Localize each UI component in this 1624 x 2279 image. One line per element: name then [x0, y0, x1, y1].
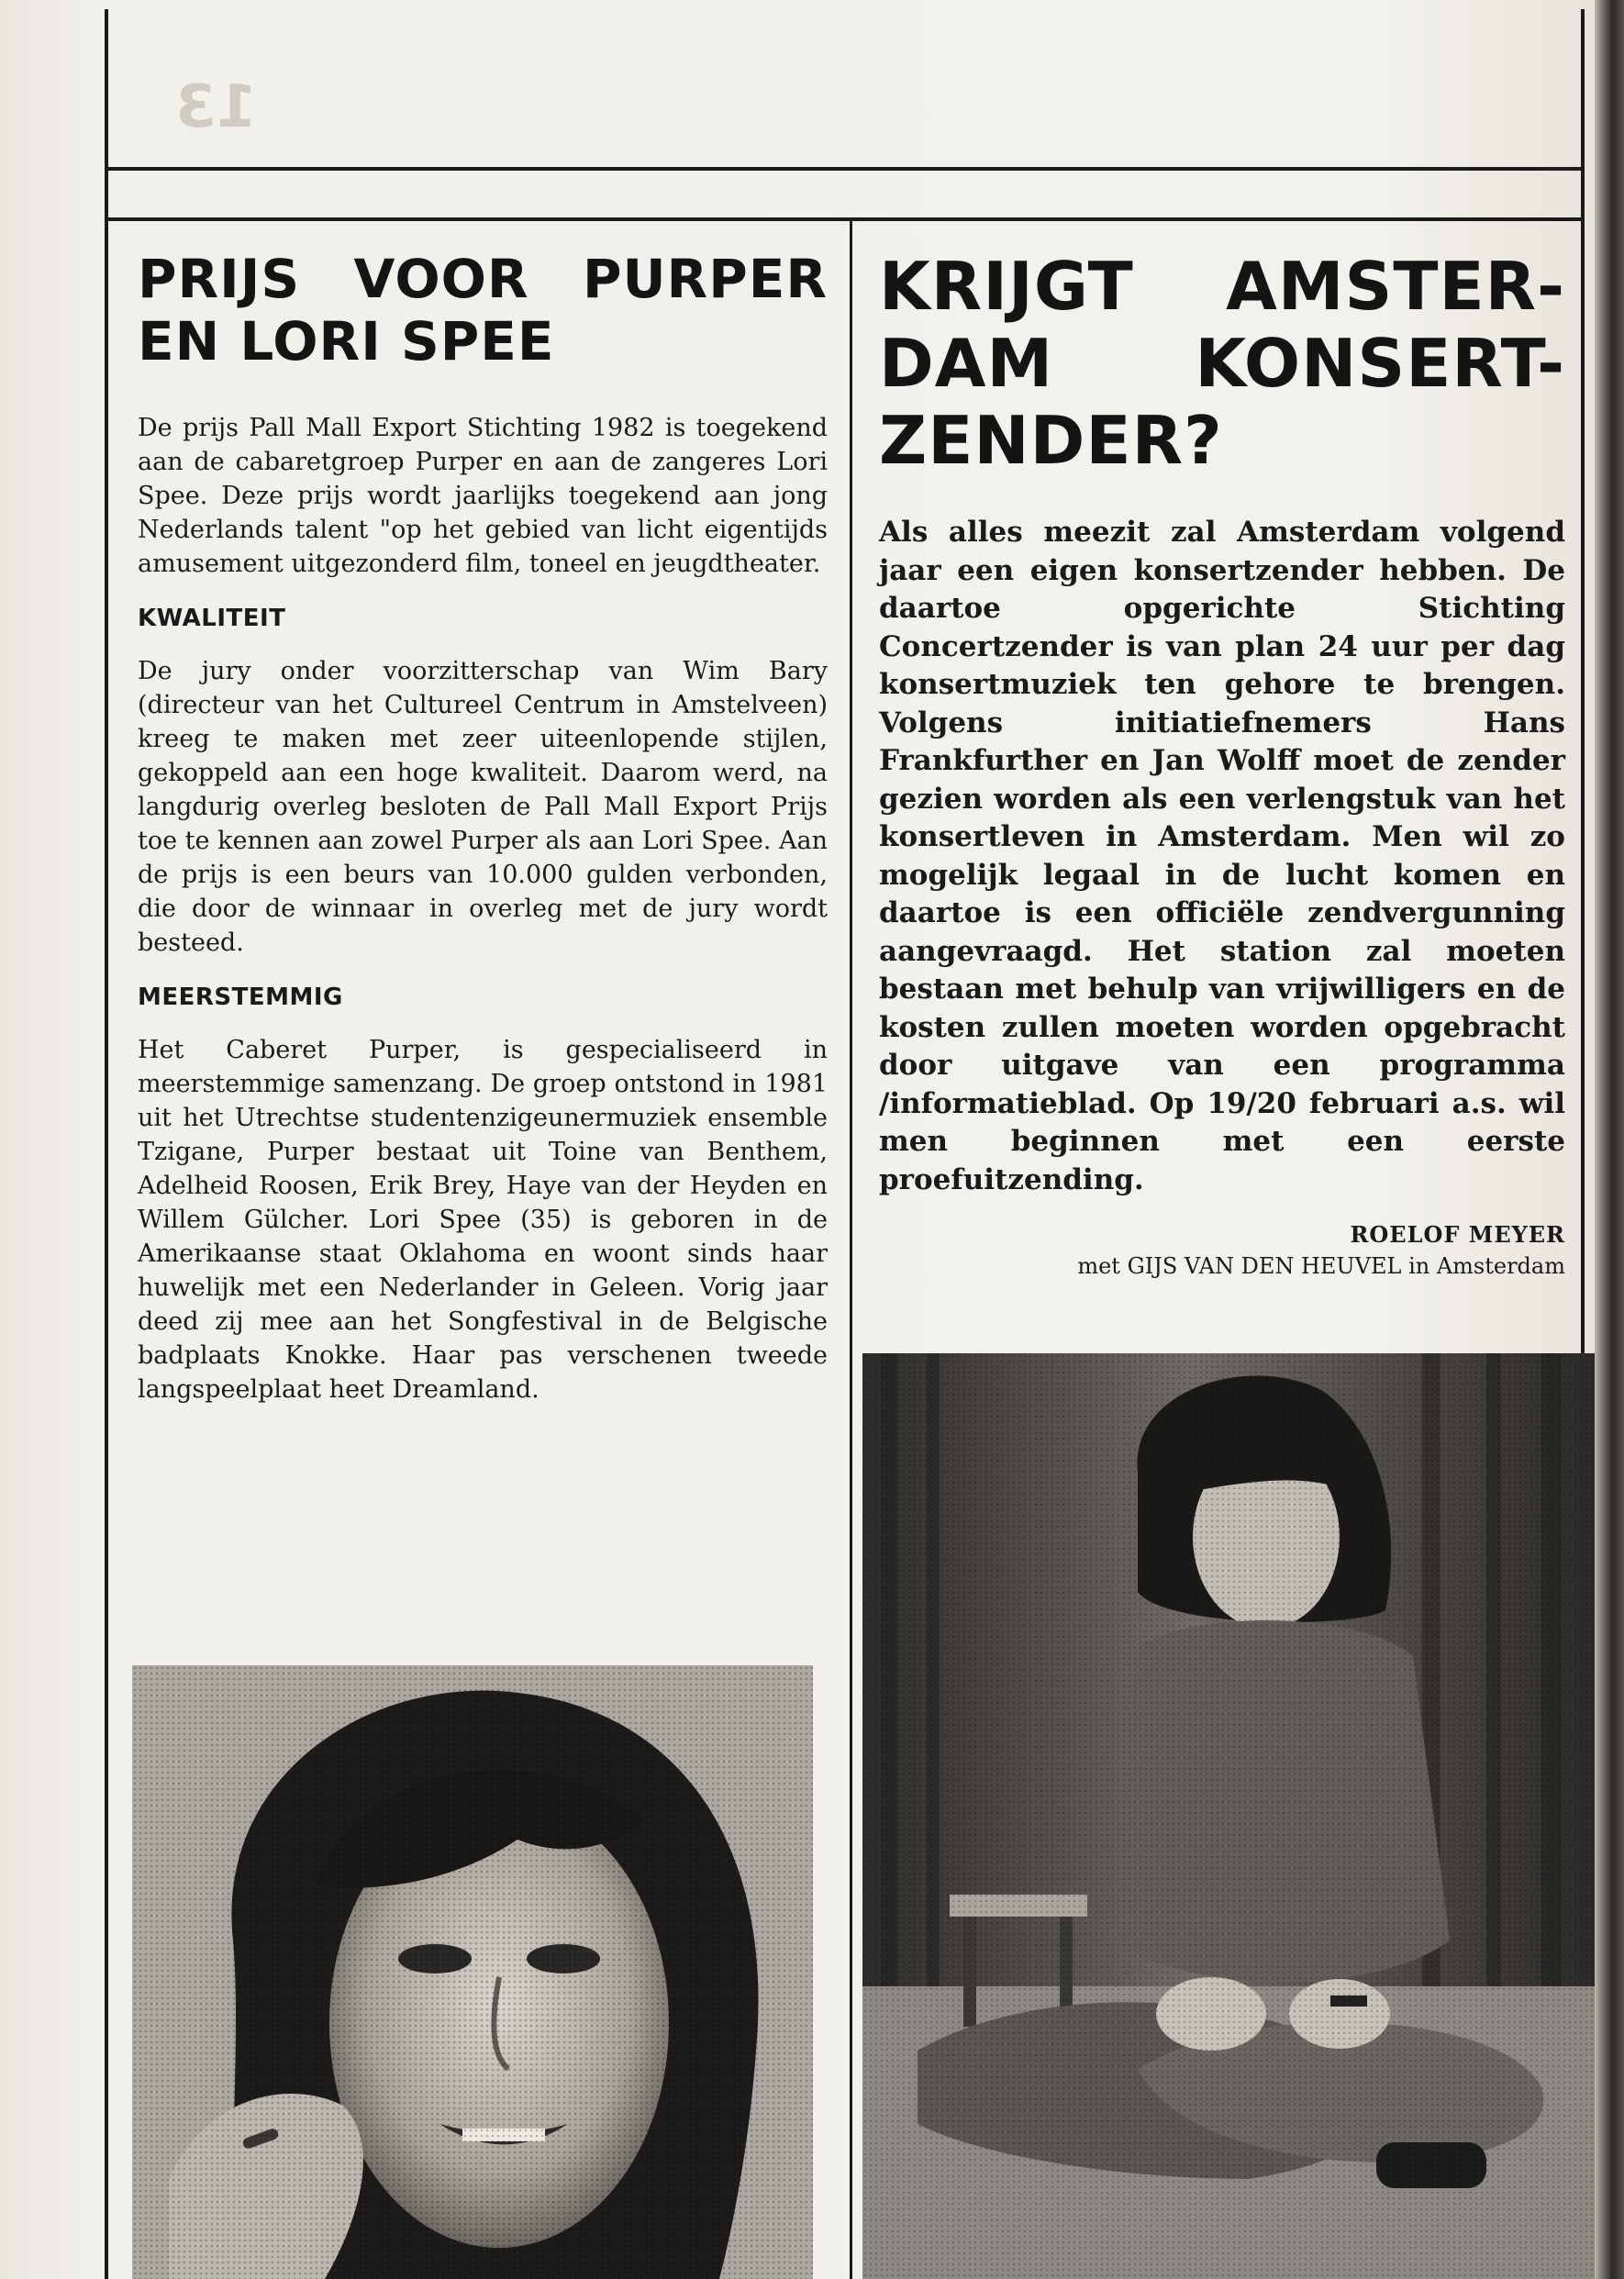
headline-line: PRIJS VOOR PURPER — [138, 248, 828, 310]
byline — [879, 1219, 1565, 1282]
page-number-bleedthrough: 13 — [174, 73, 257, 141]
article-right-body: Als alles meezit zal Amsterdam volgend jaar een eigen konsertzender hebben. De daartoe opgerichte Stichting Concertzender is van plan 24 uur per dag konsertmuziek ten gehore te brengen. Volgens initiatiefnemers Hans Frankfurther en Jan Wolff moet de zender gezien worden als een verlengstuk van het konsertleven in Amsterdam. Men wil zo mogelijk legaal in de lucht komen en daartoe is een officiële zendvergunning aangevraagd. Het station zal moeten bestaan met behulp van vrijwilligers en de kosten zullen moeten worden opgebracht door uitgave van een programma /informatieblad. Op 19/20 februari a.s. wil men beginnen met een eerste proefuitzending. — [879, 516, 1565, 1196]
subhead-kwaliteit: KWALITEIT — [138, 605, 286, 632]
article-left-intro: De prijs Pall Mall Export Stichting 1982 is toegekend aan de cabaretgroep Purper en aan de zangeres Lori Spee. Deze prijs wordt jaarlijks toegekend aan jong Nederlands talent "op het gebied van licht eigentijds amusement uitgezonderd film, toneel en jeugdtheater. — [138, 414, 828, 578]
article-amsterdam-konsertzender — [879, 248, 1565, 1282]
header-top-rule — [105, 167, 1585, 171]
portrait-photo-illustration — [132, 1665, 813, 2279]
headline-line: ZENDER? — [879, 402, 1223, 479]
headline-line: KRIJGT AMSTER- — [879, 248, 1565, 325]
article-right-headline — [879, 248, 1565, 479]
article-left-paragraph: Het Caberet Purper, is gespecialiseerd in meerstemmige samenzang. De groep ontstond in 1981 uit het Utrechtse studentenzigeunermuziek ensemble Tzigane, Purper bestaat uit Toine van Benthem, Adelheid Roosen, Erik Brey, Haye van der Heyden en Willem Gülcher. Lori Spee (35) is geboren in de Amerikaanse staat Oklahoma en woont sinds haar huwelijk met een Nederlander in Geleen. Vorig jaar deed zij mee aan het Songfestival in de Belgische badplaats Knokke. Haar pas verschenen tweede langspeelplaat heet Dreamland. — [138, 1036, 828, 1404]
header-bottom-rule — [105, 217, 1585, 221]
frame-left-rule — [105, 9, 108, 2279]
subhead-meerstemmig: MEERSTEMMIG — [138, 984, 343, 1011]
byline-with: met GIJS VAN DEN HEUVEL in Amsterdam — [1077, 1253, 1565, 1279]
headline-line: EN LORI SPEE — [138, 310, 555, 372]
seated-photo-illustration — [862, 1353, 1595, 2279]
photo-lori-spee — [132, 1665, 813, 2279]
photo-seated-woman — [862, 1353, 1595, 2279]
article-left-paragraph: De jury onder voorzitterschap van Wim Bary (directeur van het Cultureel Centrum in Amstelveen) kreeg te maken met zeer uiteenlopende stijlen, gekoppeld aan een hoge kwaliteit. Daarom werd, na langdurig overleg besloten de Pall Mall Export Prijs toe te kennen aan zowel Purper als aan Lori Spee. Aan de prijs is een beurs van 10.000 gulden verbonden, die door de winnaar in overleg met de jury wordt besteed. — [138, 657, 828, 957]
column-divider-rule — [850, 217, 852, 2279]
article-left-headline — [138, 248, 828, 372]
byline-author: ROELOF MEYER — [1350, 1221, 1565, 1248]
headline-line: DAM KONSERT- — [879, 325, 1565, 402]
binding-edge — [1595, 0, 1624, 2279]
article-purper-lori-spee — [138, 248, 828, 1406]
